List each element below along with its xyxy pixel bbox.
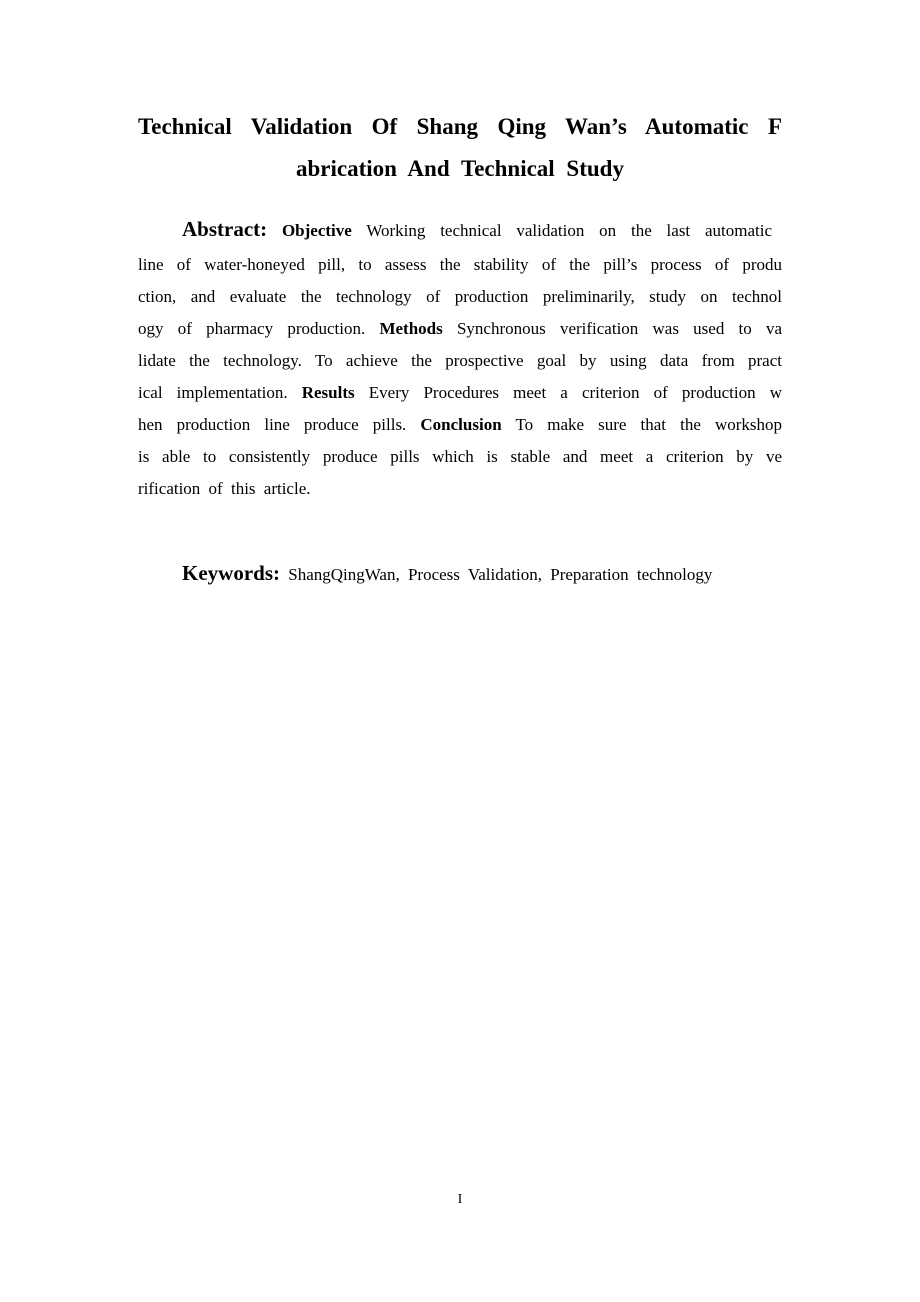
abstract-text-7b: To make sure that the workshop [515, 415, 782, 434]
abstract-line-6 [138, 382, 782, 404]
abstract-text-4b: Synchronous verification was used to va [456, 319, 783, 338]
abstract-text-6a: ical implementation. [138, 383, 288, 402]
objective-label: Objective [281, 221, 352, 240]
conclusion-label: Conclusion [420, 415, 502, 434]
keywords-label: Keywords: [182, 561, 280, 585]
abstract-line-1 [182, 218, 772, 242]
abstract-line-9: rification of this article. [138, 479, 311, 498]
paper-title-line-2: abrication And Technical Study [296, 156, 624, 181]
abstract-line-3: ction, and evaluate the technology of production preliminarily, study on technol [138, 287, 782, 306]
abstract-line-4 [138, 318, 782, 340]
keywords-line [182, 561, 712, 587]
abstract-line-5: lidate the technology. To achieve the prospective goal by using data from pract [138, 351, 782, 370]
abstract-text-1: Working technical validation on the last automatic [366, 221, 772, 240]
abstract-line-2: line of water-honeyed pill, to assess the stability of the pill’s process of produ [138, 255, 782, 274]
keywords-text: ShangQingWan, Process Validation, Preparation technology [288, 565, 713, 584]
abstract-text-4a: ogy of pharmacy production. [138, 319, 366, 338]
paper-title-line-1: Technical Validation Of Shang Qing Wan’s Automatic F [138, 114, 782, 139]
abstract-text-7a: hen production line produce pills. [138, 415, 407, 434]
results-label: Results [301, 383, 355, 402]
abstract-line-7 [138, 414, 782, 436]
methods-label: Methods [379, 319, 443, 338]
abstract-label: Abstract: [182, 217, 268, 241]
page-number: I [457, 1192, 463, 1207]
abstract-line-8: is able to consistently produce pills which is stable and meet a criterion by ve [138, 447, 782, 466]
abstract-text-6b: Every Procedures meet a criterion of production w [368, 383, 782, 402]
